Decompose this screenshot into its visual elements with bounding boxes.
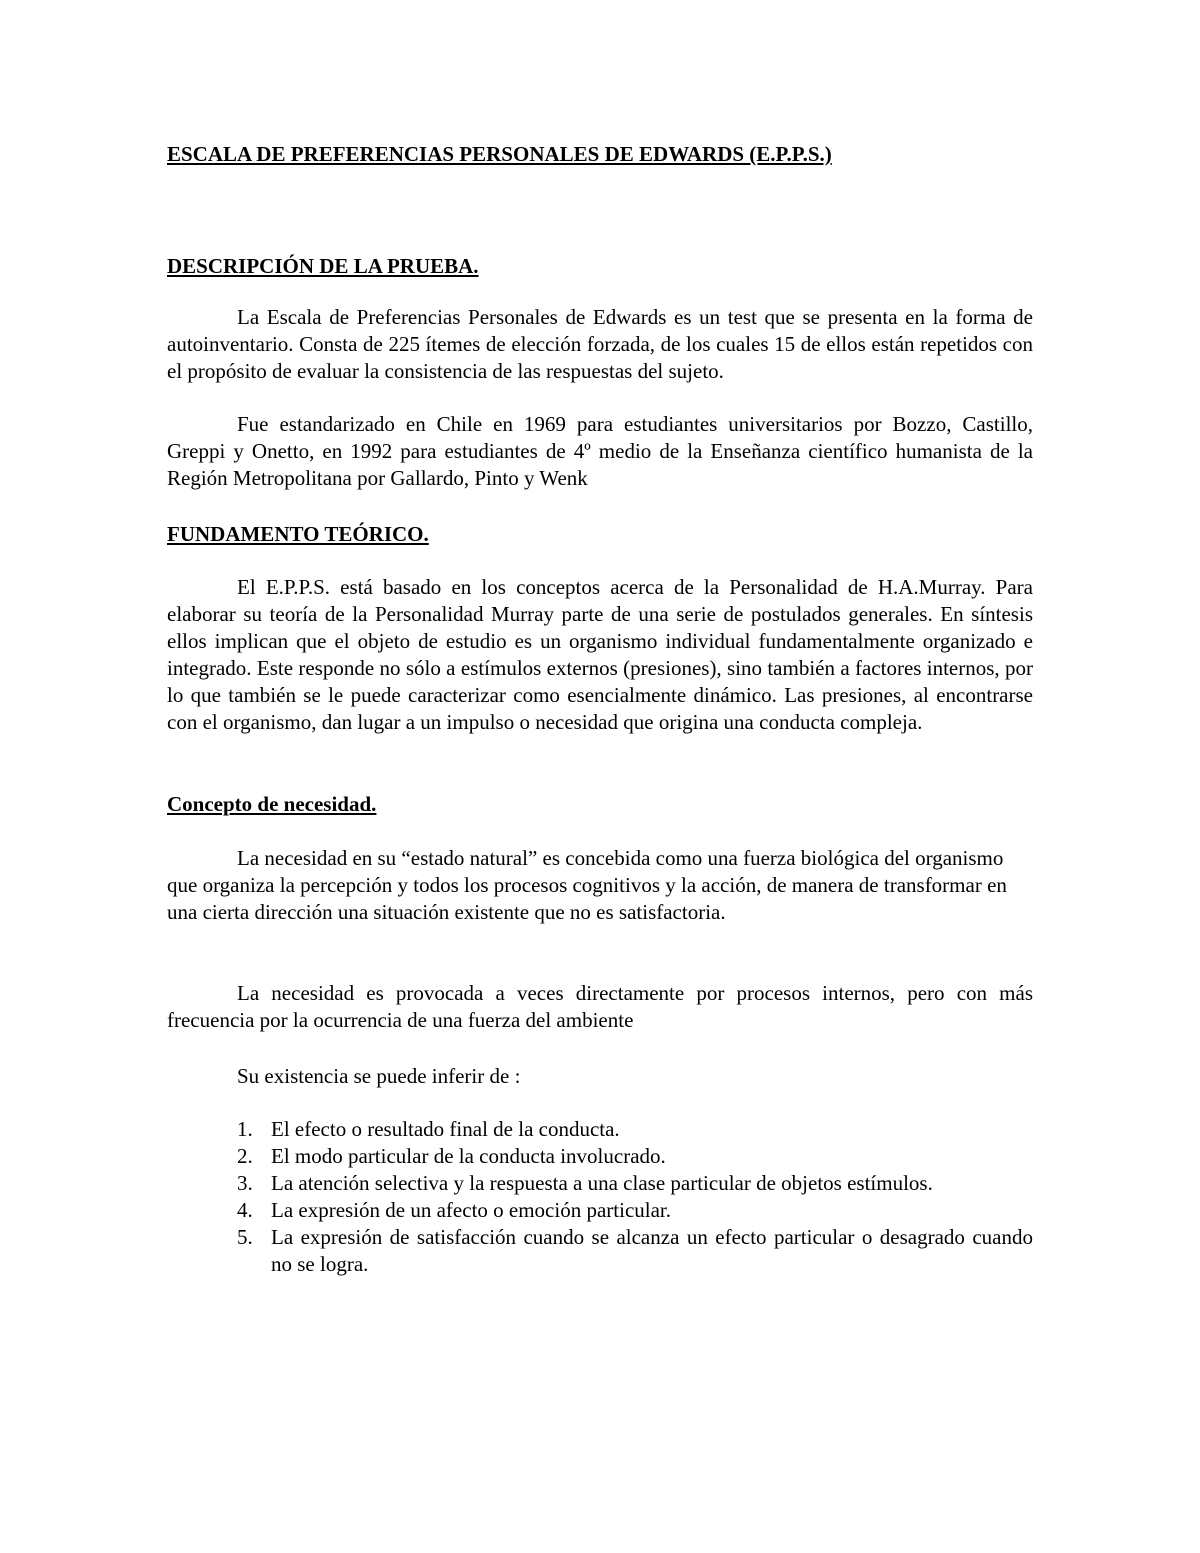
list-item-text: La expresión de satisfacción cuando se alcanza un efecto particular o desagrado cuando no se logra.: [271, 1225, 1033, 1276]
document-title: ESCALA DE PREFERENCIAS PERSONALES DE EDWARDS (E.P.P.S.): [167, 142, 832, 166]
list-item-number: 5.: [237, 1225, 253, 1249]
paragraph-descripcion-2: Fue estandarizado en Chile en 1969 para estudiantes universitarios por Bozzo, Castillo, Greppi y Onetto, en 1992 para estudiantes de 4º medio de la Enseñanza científico humanista de la Región Metropolitana por Gallardo, Pinto y Wenk: [167, 412, 1033, 490]
list-item: [167, 1143, 1033, 1170]
list-item-number: 1.: [237, 1117, 253, 1141]
heading-necesidad: Concepto de necesidad.: [167, 792, 377, 816]
list-item-number: 2.: [237, 1144, 253, 1168]
paragraph-fundamento-1: El E.P.P.S. está basado en los conceptos acerca de la Personalidad de H.A.Murray. Para elaborar su teoría de la Personalidad Murray parte de una serie de postulados generales. En síntesis ellos implican que el objeto de estudio es un organismo individual fundamentalmente organizado e integrado. Este responde no sólo a estímulos externos (presiones), sino también a factores internos, por lo que también se le puede caracterizar como esencialmente dinámico. Las presiones, al encontrarse con el organismo, dan lugar a un impulso o necesidad que origina una conducta compleja.: [167, 575, 1033, 734]
list-item-text: La expresión de un afecto o emoción particular.: [271, 1198, 672, 1222]
paragraph-necesidad-1: La necesidad en su “estado natural” es concebida como una fuerza biológica del organismo que organiza la percepción y todos los procesos cognitivos y la acción, de manera de transformar en una cierta dirección una situación existente que no es satisfactoria.: [167, 846, 1007, 924]
list-item: [167, 1224, 1033, 1278]
paragraph-necesidad-3: Su existencia se puede inferir de :: [237, 1064, 521, 1088]
list-item-number: 4.: [237, 1198, 253, 1222]
inference-list: [167, 1116, 1033, 1278]
list-item-text: El modo particular de la conducta involucrado.: [271, 1144, 666, 1168]
list-item-text: El efecto o resultado final de la conducta.: [271, 1117, 620, 1141]
paragraph-descripcion-1: La Escala de Preferencias Personales de Edwards es un test que se presenta en la forma de autoinventario. Consta de 225 ítemes de elección forzada, de los cuales 15 de ellos están repetidos con el propósito de evaluar la consistencia de las respuestas del sujeto.: [167, 305, 1033, 383]
list-item: [167, 1197, 1033, 1224]
paragraph-necesidad-2: La necesidad es provocada a veces directamente por procesos internos, pero con más frecuencia por la ocurrencia de una fuerza del ambiente: [167, 981, 1033, 1032]
list-item: [167, 1116, 1033, 1143]
heading-descripcion: DESCRIPCIÓN DE LA PRUEBA.: [167, 254, 479, 278]
list-item: [167, 1170, 1033, 1197]
heading-fundamento: FUNDAMENTO TEÓRICO.: [167, 522, 429, 546]
list-item-text: La atención selectiva y la respuesta a una clase particular de objetos estímulos.: [271, 1171, 933, 1195]
list-item-number: 3.: [237, 1171, 253, 1195]
